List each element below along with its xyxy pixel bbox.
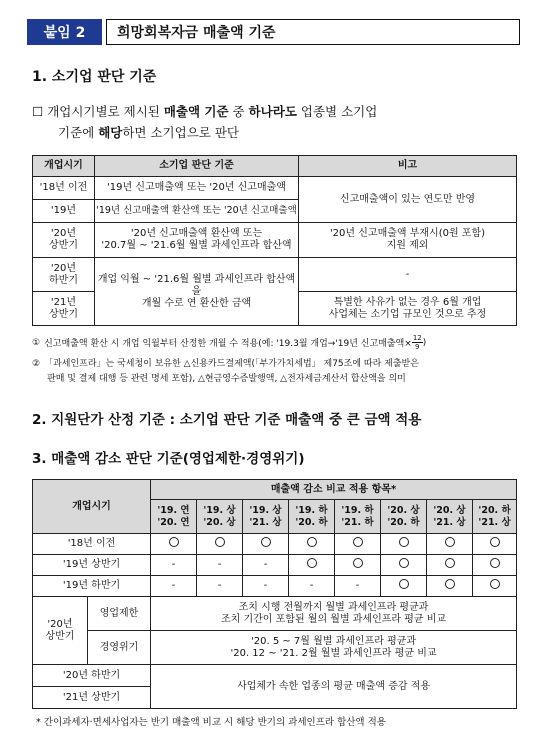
fraction	[412, 334, 423, 351]
intro-line-2	[32, 122, 522, 143]
page-title: 희망회복자금 매출액 기준	[117, 25, 276, 41]
circle-icon	[490, 558, 500, 568]
note-line: '20년 신고매출액 부재시(0원 포함)	[329, 228, 486, 239]
period-cell	[33, 223, 95, 258]
compare-period-header	[197, 500, 243, 534]
table-row	[33, 258, 517, 292]
section1-heading: 1. 소기업 판단 기준	[32, 69, 157, 85]
applies-cell	[381, 534, 427, 555]
note-line: 특별한 사유가 없는 경우 6월 개업	[333, 296, 482, 308]
compare-period-to: '21. 상	[249, 516, 282, 528]
circle-icon	[445, 537, 455, 547]
table-row	[33, 534, 517, 555]
compare-period-from: '19. 상	[203, 505, 236, 517]
restrict-text	[151, 597, 517, 631]
compare-period-to: '20. 하	[295, 516, 328, 528]
checkbox-glyph: ☐	[32, 104, 44, 119]
note-line: 사업체는 소기업 규모인 것으로 추정	[328, 308, 487, 320]
table-row	[33, 177, 517, 200]
period-cell	[33, 597, 88, 665]
period-line: '20년	[47, 618, 73, 630]
badge-label: 붙임 2	[43, 25, 86, 41]
note-text: )	[422, 337, 427, 348]
crisis-label: 경영위기	[88, 631, 151, 665]
circle-icon	[490, 537, 500, 547]
circle-icon	[307, 558, 317, 568]
applies-cell	[473, 555, 517, 576]
period-cell: '21년 상반기	[33, 687, 151, 709]
table-row	[33, 597, 517, 631]
section1-intro	[32, 101, 522, 143]
circle-icon	[490, 579, 500, 589]
table-header-row	[33, 480, 517, 500]
crisis-text	[151, 631, 517, 665]
table-row	[33, 631, 517, 665]
text-line: '20. 5 ~ 7월 월별 과세인프라 평균과	[250, 635, 417, 647]
period-cell: '19년 하반기	[33, 576, 151, 597]
small-business-table	[32, 155, 517, 326]
criteria-cell: '19년 신고매출액 환산액 또는 '20년 신고매출액	[95, 200, 299, 223]
table-row	[33, 665, 517, 687]
applies-cell	[381, 555, 427, 576]
late-text: 사업체가 속한 업종의 평균 매출액 증감 적용	[151, 665, 517, 709]
circle-icon	[399, 579, 409, 589]
compare-period-from: '19. 하	[341, 505, 374, 517]
footnote-2	[32, 357, 522, 387]
intro-line-1	[32, 101, 522, 122]
not-applicable-cell: -	[243, 576, 289, 597]
compare-period-header	[243, 500, 289, 534]
applies-cell	[427, 576, 473, 597]
note-line: 지원 제외	[386, 240, 429, 251]
criteria-line: 개월 수로 연 환산한 금액	[141, 297, 252, 309]
header-period: 개업시기	[33, 156, 95, 177]
period-cell: '19년	[33, 200, 95, 223]
text-line: '20. 12 ~ '21. 2월 월별 과세인프라 평균 비교	[230, 647, 437, 659]
intro-bold: 하나라도	[248, 104, 297, 119]
note-cell	[299, 292, 517, 326]
applies-cell	[473, 534, 517, 555]
circle-icon	[169, 537, 179, 547]
compare-period-to: '20. 하	[387, 516, 420, 528]
applies-cell	[289, 534, 335, 555]
not-applicable-cell: -	[243, 555, 289, 576]
compare-period-from: '19. 상	[249, 505, 282, 517]
period-cell: '20년 하반기	[33, 665, 151, 687]
period-cell	[33, 258, 95, 292]
revenue-decrease-table	[32, 479, 517, 709]
intro-bold: 해당	[98, 125, 123, 140]
applies-cell	[427, 534, 473, 555]
note-text: 「과세인프라」는 국세청이 보유한 △신용카드결제액(「부가가치세법」 제75조에 따라 제출받은	[44, 359, 419, 369]
compare-period-from: '20. 상	[387, 505, 420, 517]
text-line: 조치 기간이 포함된 월의 월별 과세인프라 평균 비교	[220, 613, 447, 625]
compare-period-header	[473, 500, 517, 534]
applies-cell	[427, 555, 473, 576]
compare-period-from: '19. 하	[295, 505, 328, 517]
circle-icon	[307, 537, 317, 547]
restrict-label: 영업제한	[88, 597, 151, 631]
intro-text: 업종별 소기업	[296, 104, 378, 119]
compare-period-to: '20. 연	[157, 516, 190, 528]
intro-text: 중	[228, 104, 249, 119]
period-line: 하반기	[49, 274, 78, 286]
section2-heading: 2. 지원단가 산정 기준 : 소기업 판단 기준 매출액 중 큰 금액 적용	[32, 412, 422, 428]
applies-cell	[335, 555, 381, 576]
intro-text: 하면 소기업으로 판단	[122, 125, 239, 140]
criteria-line: '20년 신고매출액 환산액 또는	[130, 228, 263, 239]
table-header-row	[33, 156, 517, 177]
criteria-line: '20.7월 ~ '21.6월 월별 과세인프라 합산액	[101, 240, 292, 251]
applies-cell	[197, 534, 243, 555]
attachment-badge	[27, 19, 102, 45]
circle-icon	[353, 537, 363, 547]
page-title-box	[106, 19, 520, 45]
compare-period-header	[289, 500, 335, 534]
table-row	[33, 576, 517, 597]
header-compare-group: 매출액 감소 비교 적용 항목*	[151, 480, 517, 500]
intro-bold: 매출액 기준	[163, 104, 229, 119]
compare-period-header	[427, 500, 473, 534]
circle-icon	[261, 537, 271, 547]
section3-heading: 3. 매출액 감소 판단 기준(영업제한·경영위기)	[32, 451, 305, 467]
applies-cell	[381, 576, 427, 597]
not-applicable-cell: -	[289, 576, 335, 597]
section3-footnote: * 간이과세자·면세사업자는 반기 매출액 비교 시 해당 반기의 과세인프라 합산액 적용	[36, 717, 386, 728]
period-line: 상반기	[45, 630, 75, 642]
compare-period-header	[381, 500, 427, 534]
compare-period-to: '21. 상	[478, 516, 511, 528]
fraction-denominator: 9	[415, 343, 420, 351]
applies-cell	[243, 534, 289, 555]
not-applicable-cell: -	[197, 576, 243, 597]
table-row	[33, 223, 517, 258]
circle-icon	[445, 558, 455, 568]
compare-period-from: '19. 연	[157, 505, 190, 517]
period-cell	[33, 292, 95, 326]
period-line: '20년	[50, 228, 77, 239]
compare-period-header	[151, 500, 197, 534]
compare-period-from: '20. 하	[478, 505, 511, 517]
note-line	[32, 357, 522, 372]
circle-icon	[399, 537, 409, 547]
note-marker: ②	[32, 359, 41, 369]
criteria-cell	[95, 258, 299, 326]
period-cell: '18년 이전	[33, 177, 95, 200]
period-line: '20년	[50, 262, 77, 274]
period-line: 상반기	[49, 240, 78, 251]
note-cell: 신고매출액이 있는 연도만 반영	[299, 177, 517, 223]
period-line: 상반기	[49, 308, 78, 320]
table-row	[33, 555, 517, 576]
compare-period-to: '20. 상	[203, 516, 236, 528]
period-cell: '18년 이전	[33, 534, 151, 555]
circle-icon	[215, 537, 225, 547]
intro-text: 개업시기별로 제시된	[47, 104, 164, 119]
period-line: '21년	[50, 296, 77, 308]
header-period: 개업시기	[33, 480, 151, 534]
note-text: 판매 및 결제 대행 등 관련 명세 포함), △현금영수증발행액, △전자세금계산서 합산액을 의미	[47, 374, 406, 384]
circle-icon	[445, 579, 455, 589]
header-criteria: 소기업 판단 기준	[95, 156, 299, 177]
compare-period-to: '21. 상	[433, 516, 466, 528]
compare-period-to: '21. 하	[341, 516, 374, 528]
text-line: 조치 시행 전월까지 월별 과세인프라 평균과	[238, 601, 429, 613]
fraction-numerator: 12	[412, 334, 422, 342]
criteria-line: 개업 익월 ~ '21.6월 월별 과세인프라 합산액을	[97, 273, 296, 297]
not-applicable-cell: -	[197, 555, 243, 576]
not-applicable-cell: -	[151, 555, 197, 576]
criteria-cell	[95, 223, 299, 258]
note-cell: -	[299, 258, 517, 292]
period-cell: '19년 상반기	[33, 555, 151, 576]
circle-icon	[399, 558, 409, 568]
footnote-1	[32, 334, 522, 351]
circle-icon	[353, 558, 363, 568]
applies-cell	[335, 534, 381, 555]
applies-cell	[151, 534, 197, 555]
intro-text: 기준에	[58, 125, 99, 140]
applies-cell	[289, 555, 335, 576]
not-applicable-cell: -	[335, 576, 381, 597]
not-applicable-cell: -	[151, 576, 197, 597]
note-cell	[299, 223, 517, 258]
note-marker: ①	[32, 337, 41, 348]
compare-period-from: '20. 상	[433, 505, 466, 517]
criteria-cell: '19년 신고매출액 또는 '20년 신고매출액	[95, 177, 299, 200]
compare-period-header	[335, 500, 381, 534]
header-note: 비고	[299, 156, 517, 177]
note-text: 신고매출액 환산 시 개업 익월부터 산정한 개월 수 적용(예: '19.3월 개업→'19년 신고매출액×	[44, 339, 412, 349]
applies-cell	[473, 576, 517, 597]
